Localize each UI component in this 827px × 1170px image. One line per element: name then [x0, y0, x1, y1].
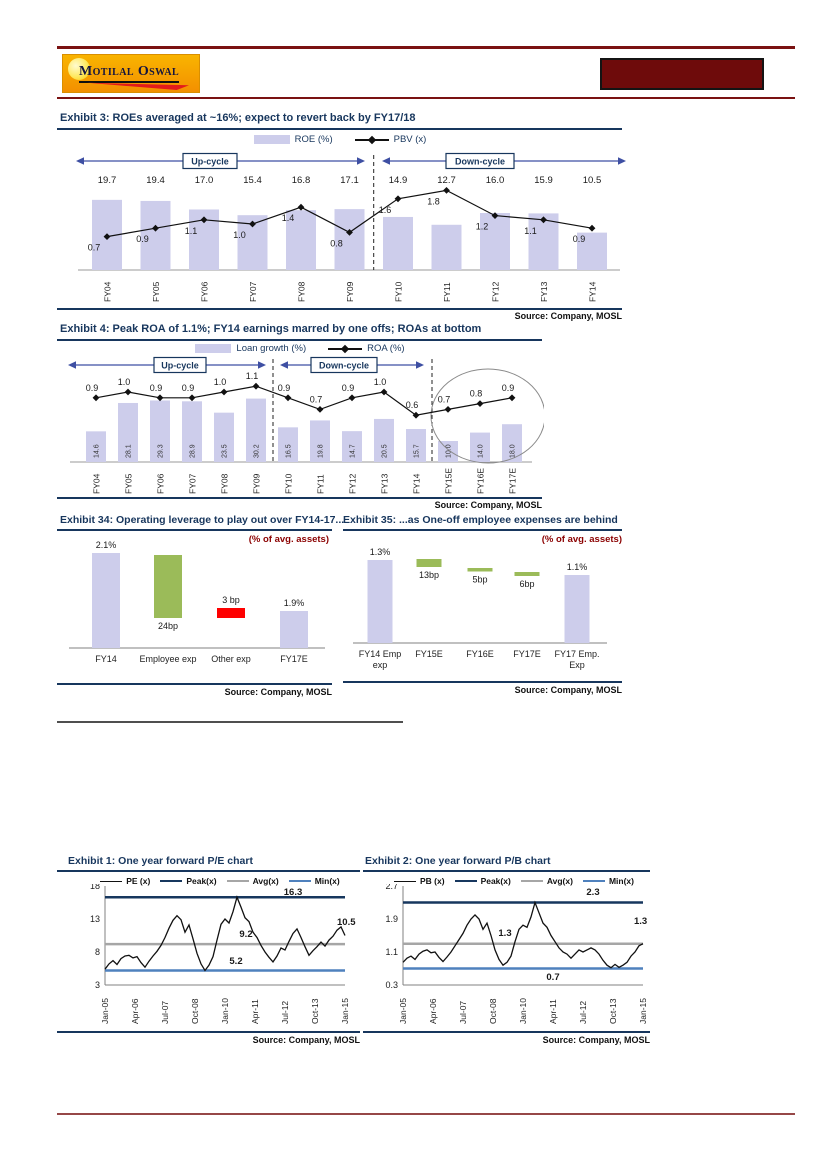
- diamond-marker: [589, 225, 596, 232]
- x-tick-label: Apr-06: [428, 998, 438, 1024]
- exhibit3-chart: [60, 150, 630, 306]
- line-value-label: 0.8: [330, 238, 343, 249]
- x-tick-label: Apr-06: [130, 998, 140, 1024]
- exhibit1-title-rule: [57, 870, 360, 872]
- arrowhead-left-icon: [68, 361, 76, 369]
- line-value-label: 1.2: [475, 221, 489, 232]
- arrowhead-left-icon: [76, 157, 84, 165]
- line-swatch-icon: [289, 880, 311, 882]
- line-value-label: 0.7: [309, 394, 323, 405]
- line-value-label: 1.0: [117, 377, 131, 387]
- legend-item-peak: Peak(x): [455, 876, 511, 886]
- x-tick-label: FY16E: [466, 649, 494, 659]
- y-tick-label: 18: [89, 884, 100, 891]
- x-tick-label: FY12: [490, 281, 501, 302]
- x-tick-label: Jan-05: [100, 998, 110, 1024]
- y-tick-label: 8: [94, 947, 100, 957]
- bar-value-label: 19.4: [146, 175, 165, 186]
- annotation-label: 2.3: [586, 887, 600, 898]
- x-tick-label: Oct-08: [488, 998, 498, 1024]
- x-tick-label: Jul-07: [458, 1000, 468, 1024]
- bar-value-label: 19.7: [97, 175, 117, 186]
- exhibit4-title: Exhibit 4: Peak ROA of 1.1%; FY14 earnings marred by one offs; ROAs at bottom: [60, 323, 482, 335]
- bar-value-label: 5bp: [472, 574, 488, 585]
- diamond-marker: [285, 394, 292, 401]
- line-value-label: 0.9: [181, 382, 195, 393]
- arrowhead-left-icon: [280, 361, 288, 369]
- line-value-label: 0.6: [405, 400, 419, 411]
- diamond-marker: [93, 394, 100, 401]
- y-tick-label: 2.7: [385, 884, 398, 891]
- line-diamond-swatch-icon: [328, 344, 362, 353]
- line-swatch-icon: [100, 881, 122, 882]
- exhibit34-chart: [57, 538, 332, 674]
- x-tick-label: Jan-15: [638, 998, 648, 1024]
- legend-item-avg: Avg(x): [227, 876, 279, 886]
- x-tick-label: FY13: [379, 473, 390, 494]
- x-tick-label: Employee exp: [139, 654, 197, 664]
- logo-text: Motilal Oswal: [79, 64, 179, 83]
- line-value-label: 0.9: [277, 382, 291, 393]
- bar-value-label: 10.5: [582, 175, 602, 186]
- bar-value-label: 15.9: [534, 175, 553, 186]
- x-tick-label: FY07: [248, 281, 258, 302]
- exhibit2-source: Source: Company, MOSL: [542, 1035, 650, 1045]
- annotation-label: 16.3: [283, 887, 303, 898]
- diamond-marker: [298, 204, 305, 211]
- report-flag-box: [600, 58, 764, 90]
- bar-value-label: 15.7: [413, 444, 421, 458]
- exhibit1-chart: [60, 884, 358, 1029]
- bar-value-label: 28.1: [125, 444, 133, 458]
- x-tick-label: Apr-11: [548, 999, 558, 1024]
- diamond-marker: [157, 394, 164, 401]
- x-tick-label: FY16E: [475, 468, 486, 494]
- exhibit4-legend: [60, 343, 540, 354]
- line-value-label: 1.0: [213, 377, 227, 387]
- footer-rule: [57, 1113, 795, 1115]
- bar: [515, 572, 540, 576]
- x-tick-label: FY14 Emp: [358, 649, 402, 659]
- y-tick-label: 13: [89, 914, 100, 924]
- line-value-label: 1.1: [245, 371, 259, 382]
- x-tick-label: FY05: [123, 473, 134, 494]
- y-tick-label: 1.1: [385, 947, 398, 957]
- y-tick-label: 0.3: [385, 980, 398, 990]
- bar-value-label: 30.2: [253, 444, 261, 458]
- price-multiple-line: [105, 897, 345, 970]
- x-tick-label: FY05: [151, 281, 161, 302]
- bar-value-label: 20.5: [381, 444, 389, 458]
- diamond-marker: [509, 394, 516, 401]
- x-tick-label: FY15E: [443, 468, 454, 494]
- bar: [417, 559, 442, 567]
- annotation-label: 10.5: [337, 917, 356, 928]
- annotation-label: 1.3: [498, 928, 512, 939]
- x-tick-label: Jan-10: [220, 998, 230, 1024]
- exhibit4-chart: [62, 356, 544, 496]
- bar: [468, 568, 493, 572]
- x-tick-label: FY07: [187, 473, 198, 494]
- x-tick-label: Jan-15: [340, 998, 350, 1024]
- legend-item-loan-growth: Loan growth (%): [195, 343, 306, 354]
- arrowhead-left-icon: [382, 157, 390, 165]
- x-tick-label: Other exp: [211, 654, 251, 664]
- line-value-label: 0.9: [501, 382, 515, 393]
- bar-value-label: 19.8: [317, 444, 325, 458]
- x-tick-label: FY04: [91, 473, 102, 494]
- line-diamond-swatch-icon: [355, 135, 389, 144]
- x-tick-label: FY06: [199, 281, 210, 302]
- arrowhead-right-icon: [258, 361, 266, 369]
- exhibit34-title: Exhibit 34: Operating leverage to play out over FY14-17...: [60, 514, 345, 526]
- exhibit34-bottom-rule: [57, 683, 332, 685]
- x-tick-label: FY10: [283, 473, 294, 494]
- logo-swoosh-icon: [87, 82, 189, 90]
- exhibit3-legend: [60, 134, 620, 145]
- cycle-label: Up-cycle: [191, 156, 229, 167]
- bar-value-label: 2.1%: [95, 540, 117, 550]
- x-tick-label: FY09: [251, 473, 262, 494]
- annotation-label: 0.7: [546, 972, 560, 983]
- x-tick-label: FY14: [587, 281, 598, 302]
- x-tick-label: Oct-08: [190, 998, 200, 1024]
- diamond-marker: [349, 394, 356, 401]
- bar-value-label: 14.6: [93, 444, 101, 458]
- exhibit2-title: Exhibit 2: One year forward P/B chart: [365, 855, 551, 867]
- exhibit35-unit-note: (% of avg. assets): [541, 534, 622, 545]
- line-value-label: 0.8: [469, 388, 483, 399]
- cycle-label: Down-cycle: [454, 156, 506, 167]
- exhibit34-unit-note: (% of avg. assets): [248, 534, 329, 545]
- x-tick-label: Jul-07: [160, 1000, 170, 1024]
- line-value-label: 0.7: [87, 242, 101, 253]
- arrowhead-right-icon: [357, 157, 365, 165]
- bar: [217, 608, 245, 618]
- bar-value-label: 12.7: [437, 175, 456, 186]
- x-tick-label: Jul-12: [578, 1000, 588, 1024]
- x-tick-label: FY10: [393, 281, 404, 302]
- x-tick-label: FY12: [347, 473, 358, 494]
- legend-item-min: Min(x): [289, 876, 340, 886]
- x-tick-label: FY14: [411, 473, 422, 494]
- bar: [432, 225, 462, 270]
- arrowhead-right-icon: [618, 157, 626, 165]
- exhibit2-title-rule: [363, 870, 650, 872]
- bar-value-label: 14.7: [349, 444, 357, 458]
- motilal-oswal-logo: [62, 54, 200, 93]
- exhibit34-title-rule: [57, 529, 332, 531]
- bar-value-label: 1.1%: [566, 562, 588, 572]
- bar-swatch-icon: [254, 135, 290, 144]
- bar: [383, 217, 413, 270]
- bar-value-label: 3 bp: [222, 595, 240, 605]
- section-divider: [57, 721, 403, 723]
- line-value-label: 0.9: [572, 234, 586, 245]
- exhibit4-source: Source: Company, MOSL: [434, 500, 542, 510]
- x-tick-label: FY09: [345, 281, 355, 302]
- bar-value-label: 16.8: [291, 175, 311, 186]
- x-tick-label: FY17 Emp.: [554, 649, 600, 659]
- bar-value-label: 23.5: [221, 444, 229, 458]
- line-swatch-icon: [394, 881, 416, 882]
- y-tick-label: 1.9: [385, 914, 398, 924]
- legend-item-avg: Avg(x): [521, 876, 573, 886]
- bar-swatch-icon: [195, 344, 231, 353]
- line-value-label: 0.9: [149, 382, 163, 393]
- x-tick-label: FY06: [155, 473, 166, 494]
- exhibit3-bottom-rule: [57, 308, 622, 310]
- exhibit3-source: Source: Company, MOSL: [514, 311, 622, 321]
- diamond-marker: [445, 406, 452, 413]
- line-value-label: 1.1: [184, 225, 198, 236]
- line-value-label: 1.4: [281, 213, 295, 224]
- line-value-label: 1.0: [233, 230, 246, 240]
- annotation-label: 9.2: [239, 929, 253, 940]
- line-value-label: 0.9: [341, 382, 355, 393]
- bar-value-label: 24bp: [157, 621, 179, 631]
- line-swatch-icon: [521, 880, 543, 882]
- bar-value-label: 10.0: [445, 444, 453, 458]
- bar-value-label: 17.0: [194, 175, 214, 186]
- bar-value-label: 18.0: [509, 444, 517, 458]
- y-tick-label: 3: [94, 980, 100, 990]
- line-swatch-icon: [583, 880, 605, 882]
- legend-item-pbv: PBV (x): [355, 134, 427, 145]
- diamond-marker: [189, 394, 196, 401]
- x-tick-label: exp: [372, 660, 388, 670]
- legend-item-roa: ROA (%): [328, 343, 404, 354]
- x-tick-label: FY11: [442, 282, 452, 302]
- exhibit1-title: Exhibit 1: One year forward P/E chart: [68, 855, 253, 867]
- x-tick-label: FY17E: [280, 654, 308, 664]
- diamond-marker: [477, 400, 484, 407]
- exhibit1-source: Source: Company, MOSL: [252, 1035, 360, 1045]
- diamond-marker: [221, 389, 228, 396]
- exhibit34-source: Source: Company, MOSL: [224, 687, 332, 697]
- exhibit3-title-rule: [57, 128, 622, 130]
- annotation-label: 1.3: [634, 916, 648, 927]
- price-multiple-line: [403, 903, 643, 968]
- legend-item-pb: PB (x): [394, 876, 445, 886]
- bar-value-label: 29.3: [157, 444, 165, 458]
- bar: [154, 555, 182, 618]
- x-tick-label: FY15E: [415, 649, 443, 659]
- line-value-label: 1.6: [378, 204, 392, 215]
- bar-value-label: 17.1: [340, 175, 359, 186]
- bar-value-label: 1.3%: [369, 547, 391, 557]
- bar-value-label: 28.9: [189, 444, 197, 458]
- exhibit4-title-rule: [57, 339, 542, 341]
- exhibit35-title: Exhibit 35: ...as One-off employee expenses are behind: [343, 514, 618, 526]
- bar-value-label: 16.0: [485, 175, 505, 186]
- bar-value-label: 1.9%: [283, 598, 305, 608]
- line-swatch-icon: [227, 880, 249, 882]
- exhibit1-bottom-rule: [57, 1031, 360, 1033]
- arrowhead-right-icon: [416, 361, 424, 369]
- line-swatch-icon: [455, 880, 477, 882]
- x-tick-label: Apr-11: [250, 999, 260, 1024]
- diamond-marker: [125, 389, 132, 396]
- x-tick-label: FY17E: [507, 468, 518, 494]
- x-tick-label: Oct-13: [310, 998, 320, 1024]
- bar-value-label: 16.5: [285, 444, 293, 458]
- exhibit3-title: Exhibit 3: ROEs averaged at ~16%; expect to revert back by FY17/18: [60, 112, 416, 124]
- x-tick-label: FY08: [219, 473, 230, 494]
- cycle-label: Down-cycle: [318, 360, 370, 371]
- bar: [565, 575, 590, 643]
- bar: [92, 553, 120, 648]
- bar-value-label: 6bp: [519, 579, 535, 589]
- bar-value-label: 13bp: [418, 570, 440, 580]
- line-value-label: 0.9: [136, 234, 149, 245]
- legend-item-roe: ROE (%): [254, 134, 333, 145]
- legend-item-peak: Peak(x): [160, 876, 216, 886]
- bar: [280, 611, 308, 648]
- x-tick-label: Jan-05: [398, 998, 408, 1024]
- bar-value-label: 14.9: [388, 175, 408, 186]
- header-rule-top: [57, 46, 795, 49]
- diamond-marker: [443, 187, 450, 194]
- x-tick-label: FY11: [315, 474, 326, 494]
- line-value-label: 1.0: [373, 377, 387, 387]
- annotation-label: 5.2: [229, 956, 243, 967]
- x-tick-label: FY13: [539, 281, 549, 302]
- x-tick-label: FY08: [296, 281, 307, 302]
- x-tick-label: Jan-10: [518, 998, 528, 1024]
- x-tick-label: Exp: [569, 660, 585, 670]
- x-tick-label: FY17E: [513, 649, 541, 659]
- line-value-label: 1.1: [524, 225, 537, 236]
- diamond-marker: [253, 383, 260, 390]
- exhibit2-bottom-rule: [363, 1031, 650, 1033]
- cycle-label: Up-cycle: [161, 360, 199, 371]
- x-tick-label: FY04: [102, 281, 113, 302]
- x-tick-label: FY14: [95, 654, 117, 664]
- line-value-label: 0.7: [437, 394, 451, 405]
- exhibit4-bottom-rule: [57, 497, 542, 499]
- bar-value-label: 15.4: [243, 175, 262, 186]
- bar-value-label: 14.0: [477, 444, 485, 458]
- x-tick-label: Oct-13: [608, 998, 618, 1024]
- diamond-marker: [395, 195, 402, 202]
- line-swatch-icon: [160, 880, 182, 882]
- exhibit35-source: Source: Company, MOSL: [514, 685, 622, 695]
- legend-item-pe: PE (x): [100, 876, 150, 886]
- diamond-marker: [317, 406, 324, 413]
- exhibit35-chart: [343, 538, 622, 678]
- line-value-label: 1.8: [427, 196, 440, 207]
- line-value-label: 0.9: [85, 382, 99, 393]
- header-rule-bottom: [57, 97, 795, 99]
- exhibit35-title-rule: [343, 529, 622, 531]
- bar: [368, 560, 393, 643]
- x-tick-label: Jul-12: [280, 1000, 290, 1024]
- legend-item-min: Min(x): [583, 876, 634, 886]
- exhibit2-chart: [363, 884, 655, 1029]
- exhibit35-bottom-rule: [343, 681, 622, 683]
